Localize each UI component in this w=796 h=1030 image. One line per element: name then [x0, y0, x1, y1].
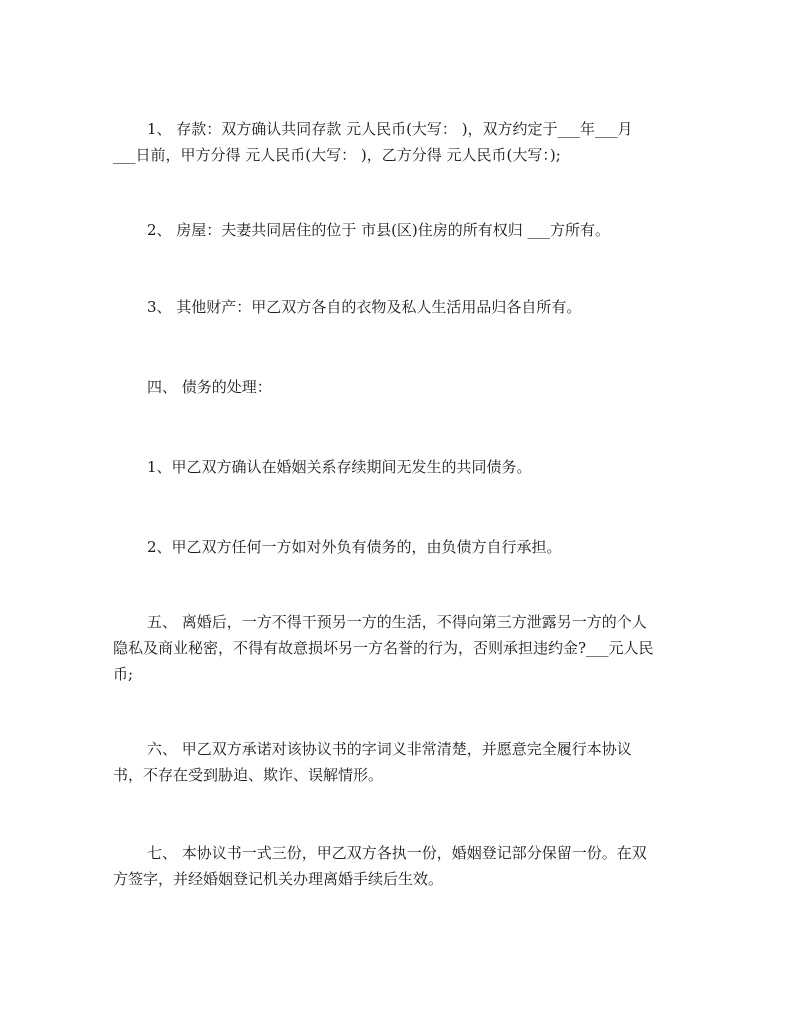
paragraph-section-seven	[113, 840, 673, 892]
paragraph-line: 2、 房屋：夫妻共同居住的位于 市县(区)住房的所有权归 ___方所有。	[147, 221, 611, 239]
paragraph-line: 隐私及商业秘密，不得有故意损坏另一方名誉的行为，否则承担违约金?___元人民	[113, 639, 654, 657]
paragraph-line: 1、甲乙双方确认在婚姻关系存续期间无发生的共同债务。	[147, 458, 532, 476]
paragraph-line: 七、 本协议书一式三份，甲乙双方各执一份，婚姻登记部分保留一份。在双	[147, 844, 647, 862]
paragraph-line: 书，不存在受到胁迫、欺诈、误解情形。	[113, 766, 384, 784]
paragraph-other-property	[113, 294, 673, 320]
paragraph-line: 六、 甲乙双方承诺对该协议书的字词义非常清楚，并愿意完全履行本协议	[147, 740, 632, 758]
paragraph-debt-1	[113, 454, 673, 480]
paragraph-line: 2、甲乙双方任何一方如对外负有债务的，由负债方自行承担。	[147, 538, 562, 556]
paragraph-line: 3、 其他财产：甲乙双方各自的衣物及私人生活用品归各自所有。	[147, 298, 582, 316]
paragraph-house	[113, 217, 673, 243]
paragraph-line: 四、 债务的处理：	[147, 378, 272, 396]
paragraph-line: 1、 存款：双方确认共同存款 元人民币(大写： )，双方约定于___年___月	[147, 120, 633, 138]
paragraph-debt-2	[113, 534, 673, 560]
paragraph-line: 币;	[113, 665, 134, 683]
paragraph-line: 方签字，并经婚姻登记机关办理离婚手续后生效。	[113, 870, 444, 888]
paragraph-section-six	[113, 736, 673, 788]
paragraph-line: ___日前，甲方分得 元人民币(大写： )，乙方分得 元人民币(大写：);	[113, 146, 561, 164]
section-heading-four	[113, 374, 673, 400]
paragraph-line: 五、 离婚后，一方不得干预另一方的生活，不得向第三方泄露另一方的个人	[147, 613, 647, 631]
paragraph-section-five	[113, 609, 673, 687]
paragraph-deposit	[113, 116, 673, 168]
